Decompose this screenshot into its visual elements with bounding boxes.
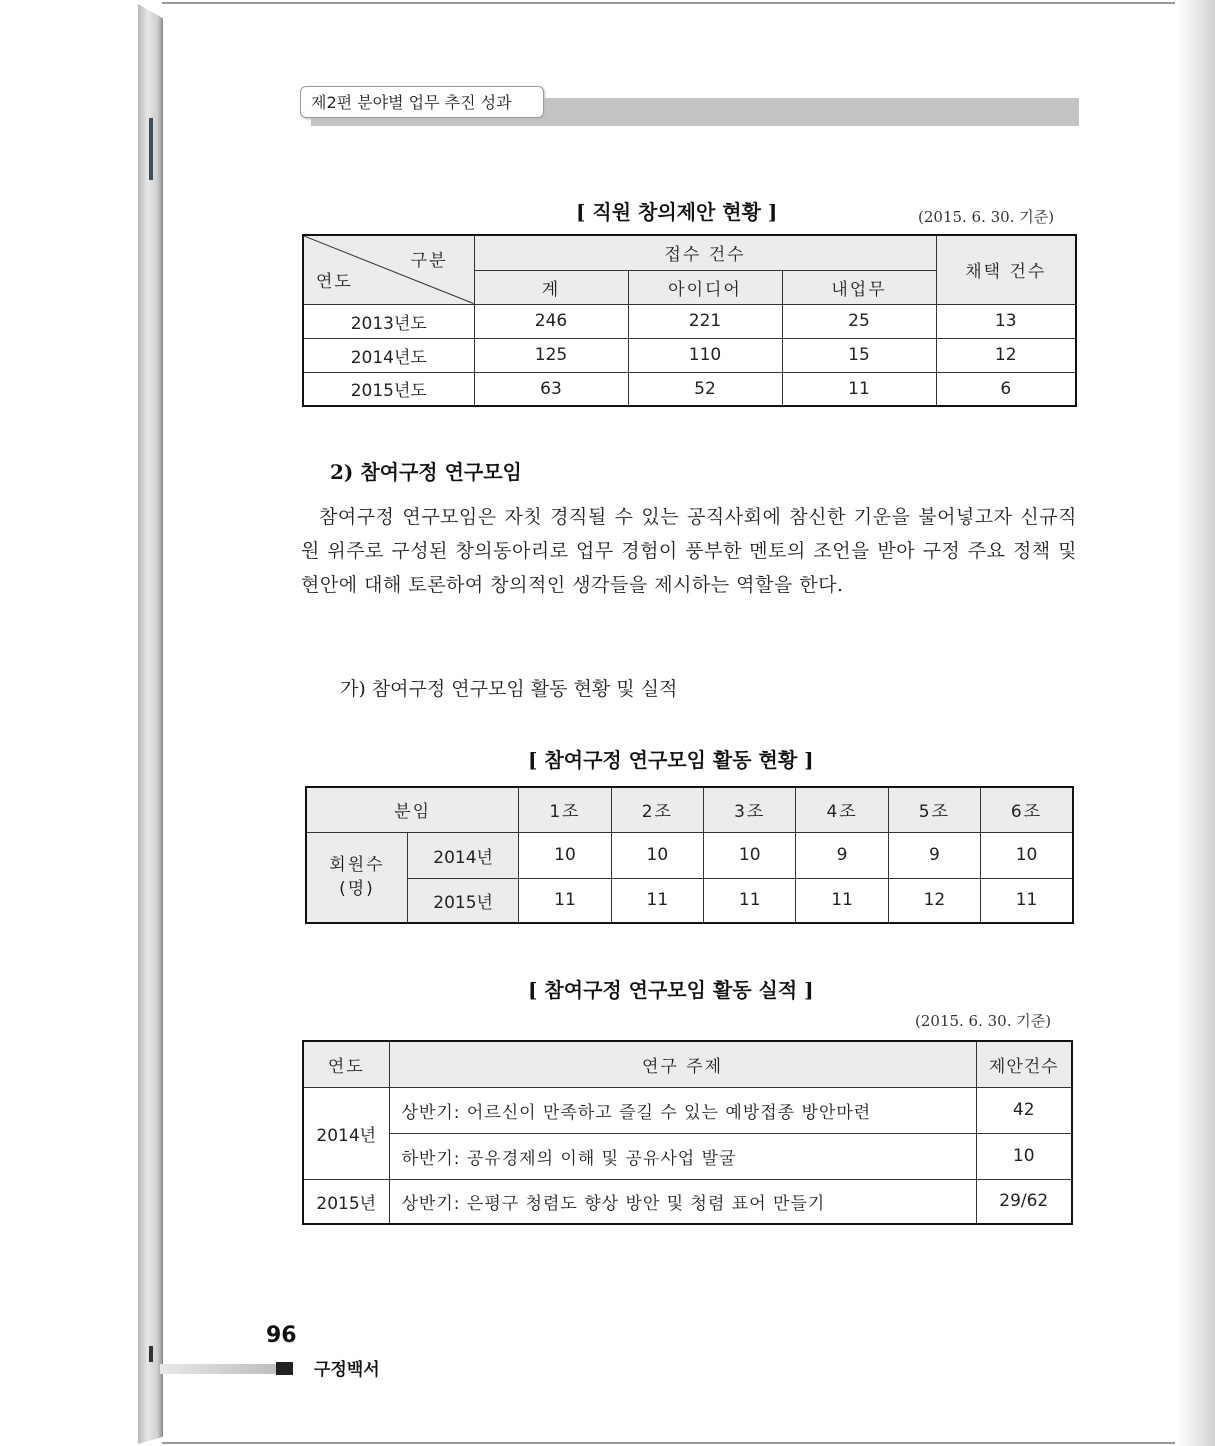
cell-value: 10: [519, 832, 611, 878]
page-curl-shadow: [1175, 0, 1215, 1446]
header-own-work: 내업무: [782, 270, 936, 304]
cell-year: 2013년도: [303, 304, 474, 338]
header-adopted: 채택 건수: [936, 235, 1076, 304]
header-idea: 아이디어: [628, 270, 782, 304]
table3-basis-date: (2015. 6. 30. 기준): [915, 1012, 1052, 1030]
header-group-5: 5조: [888, 787, 980, 832]
table2-caption: [ 참여구정 연구모임 활동 현황 ]: [528, 748, 814, 772]
book-binding: [138, 4, 163, 1444]
cell-value: 11: [981, 878, 1073, 923]
header-group-4: 4조: [796, 787, 888, 832]
table-row: [303, 304, 1076, 338]
cell-adopted: 12: [936, 338, 1076, 372]
table-row: [303, 1087, 1072, 1133]
cell-value: 9: [888, 832, 980, 878]
cell-total: 246: [474, 304, 628, 338]
cell-idea: 110: [628, 338, 782, 372]
header-category: 구분: [410, 251, 448, 271]
cell-topic: 상반기: 어르신이 만족하고 즐길 수 있는 예방접종 방안마련: [389, 1087, 976, 1133]
cell-total: 125: [474, 338, 628, 372]
section-paragraph: 참여구정 연구모임은 자칫 경직될 수 있는 공직사회에 참신한 기운을 불어넣고자 신규직원 위주로 구성된 창의동아리로 업무 경험이 풍부한 멘토의 조언을 받아 구정 주요 정책 및 현안에 대해 토론하여 창의적인 생각들을 제시하는 역할을 한다.: [301, 506, 1077, 596]
header-count: 제안건수: [976, 1041, 1072, 1087]
table-row: [306, 878, 1073, 923]
table-row: [303, 1179, 1072, 1224]
row-label-members: 회원수 (명): [306, 832, 407, 923]
cell-year: 2014년도: [303, 338, 474, 372]
cell-work: 11: [782, 372, 936, 406]
header-received: 접수 건수: [474, 235, 936, 270]
cell-value: 10: [704, 832, 796, 878]
page-edge-top: [162, 2, 1182, 4]
header-total: 계: [474, 270, 628, 304]
cell-adopted: 13: [936, 304, 1076, 338]
cell-year: 2015년: [407, 878, 518, 923]
section-heading: 2) 참여구정 연구모임: [330, 460, 522, 484]
cell-count: 29/62: [976, 1179, 1072, 1224]
cell-value: 9: [796, 832, 888, 878]
chapter-tab: 제2편 분야별 업무 추진 성과: [300, 86, 544, 118]
cell-count: 10: [976, 1133, 1072, 1179]
cell-count: 42: [976, 1087, 1072, 1133]
table1-caption: [ 직원 창의제안 현황 ]: [576, 200, 778, 224]
suggestion-table: [302, 234, 1077, 407]
cell-work: 15: [782, 338, 936, 372]
cell-year: 2014년: [303, 1087, 389, 1179]
cell-adopted: 6: [936, 372, 1076, 406]
cell-value: 11: [519, 878, 611, 923]
cell-topic: 상반기: 은평구 청렴도 향상 방안 및 청렴 표어 만들기: [389, 1179, 976, 1224]
table-row: [303, 338, 1076, 372]
cell-year: 2015년: [303, 1179, 389, 1224]
table-row: [303, 1133, 1072, 1179]
table3-caption: [ 참여구정 연구모임 활동 실적 ]: [528, 978, 814, 1002]
header-year: 연도: [303, 1041, 389, 1087]
cell-total: 63: [474, 372, 628, 406]
cell-idea: 221: [628, 304, 782, 338]
cell-value: 10: [981, 832, 1073, 878]
diagonal-header-cell: [303, 235, 474, 304]
header-year: 연도: [316, 271, 353, 292]
table1-basis-date: (2015. 6. 30. 기준): [918, 208, 1055, 226]
table-row: [303, 372, 1076, 406]
binding-marker-bottom: [149, 1346, 153, 1362]
sub-heading: 가) 참여구정 연구모임 활동 현황 및 실적: [340, 678, 678, 700]
header-group: 분임: [306, 787, 519, 832]
footer-bar: [160, 1364, 280, 1374]
header-group-2: 2조: [611, 787, 703, 832]
cell-work: 25: [782, 304, 936, 338]
header-topic: 연구 주제: [389, 1041, 976, 1087]
cell-value: 12: [888, 878, 980, 923]
cell-value: 11: [796, 878, 888, 923]
activity-table: [302, 1040, 1073, 1225]
cell-topic: 하반기: 공유경제의 이해 및 공유사업 발굴: [389, 1133, 976, 1179]
header-group-1: 1조: [519, 787, 611, 832]
header-group-3: 3조: [704, 787, 796, 832]
page-number: 96: [266, 1323, 297, 1348]
cell-idea: 52: [628, 372, 782, 406]
binding-marker: [149, 118, 153, 180]
header-group-6: 6조: [981, 787, 1073, 832]
cell-value: 11: [611, 878, 703, 923]
book-title: 구정백서: [314, 1360, 380, 1380]
cell-year: 2014년: [407, 832, 518, 878]
cell-value: 11: [704, 878, 796, 923]
page-edge-bottom: [162, 1442, 1182, 1444]
cell-value: 10: [611, 832, 703, 878]
table-row: [306, 832, 1073, 878]
membership-table: [305, 786, 1074, 924]
cell-year: 2015년도: [303, 372, 474, 406]
footer-block: [276, 1362, 293, 1375]
